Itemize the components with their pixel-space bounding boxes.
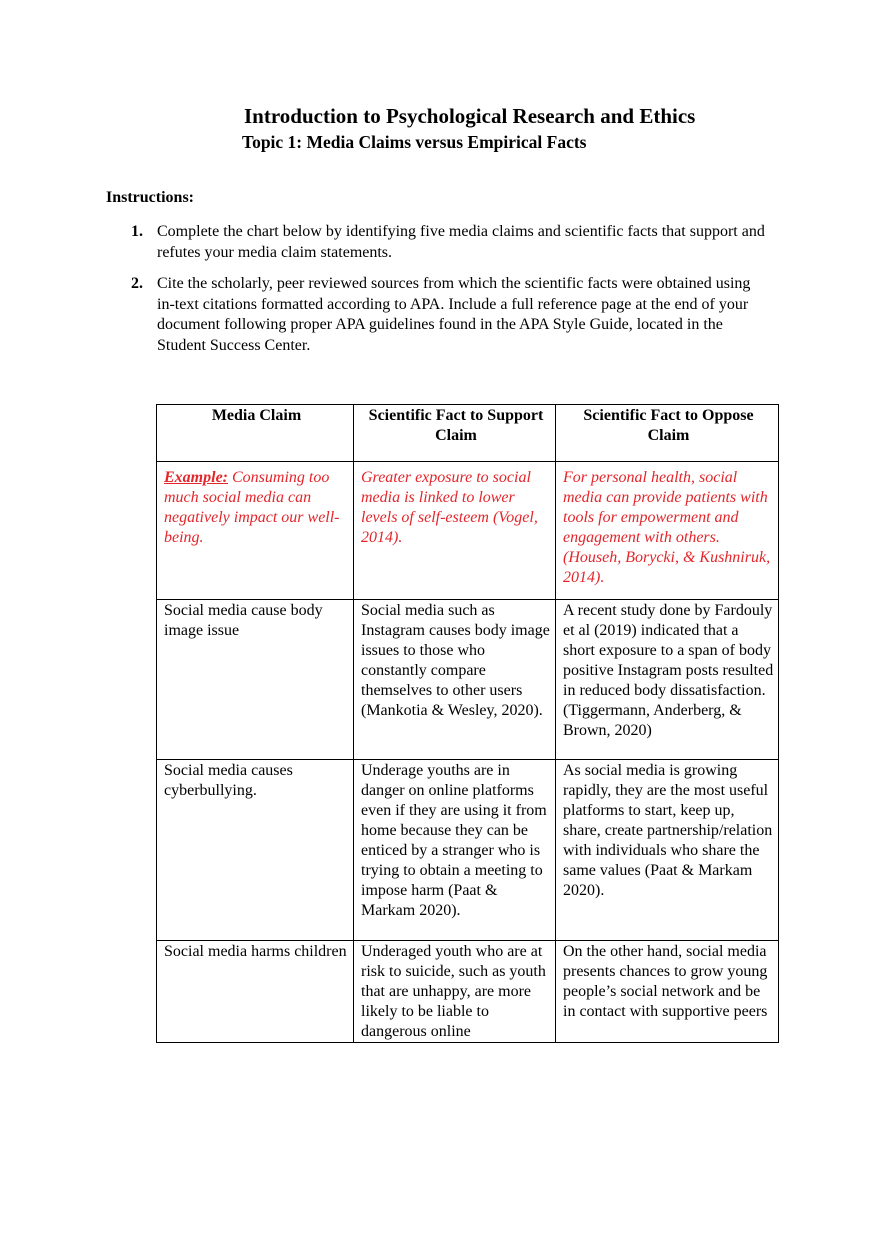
- oppose-cell: As social media is growing rapidly, they are the most useful platforms to start, keep up, share, create partnership/relation with individuals who share the same values (Paat & Markam 2020).: [556, 760, 779, 941]
- support-cell: Underage youths are in danger on online platforms even if they are using it from home because they can be enticed by a stranger who is trying to obtain a meeting to impose harm (Paat & Markam 2020).: [354, 760, 556, 941]
- example-row: [157, 462, 779, 600]
- header-support-claim: Scientific Fact to Support Claim: [354, 405, 556, 462]
- table-row: [157, 600, 779, 760]
- instruction-text: Cite the scholarly, peer reviewed sources from which the scientific facts were obtained using in-text citations formatted according to APA. Include a full reference page at the end of your document following proper APA guidelines found in the APA Style Guide, located in the Student Success Center.: [157, 275, 751, 354]
- example-oppose-cell: For personal health, social media can provide patients with tools for empowerment and engagement with others. (Househ, Borycki, & Kushniruk, 2014).: [556, 462, 779, 600]
- oppose-cell: A recent study done by Fardouly et al (2019) indicated that a short exposure to a span of body positive Instagram posts resulted in reduced body dissatisfaction. (Tiggermann, Anderberg, & Brown, 2020): [556, 600, 779, 760]
- instruction-text: Complete the chart below by identifying five media claims and scientific facts that support and refutes your media claim statements.: [157, 223, 765, 261]
- media-claims-table: [156, 404, 779, 1043]
- example-claim-cell: [157, 462, 354, 600]
- support-cell: Underaged youth who are at risk to suicide, such as youth that are unhappy, are more likely to be liable to dangerous online: [354, 941, 556, 1043]
- instructions-list: [106, 222, 766, 367]
- instruction-item: [106, 222, 766, 263]
- header-media-claim: Media Claim: [157, 405, 354, 462]
- table-row: [157, 760, 779, 941]
- example-claim-text: Consuming too much social media can negatively impact our well-being.: [164, 469, 340, 546]
- table-row: [157, 941, 779, 1043]
- table-header-row: [157, 405, 779, 462]
- example-support-cell: Greater exposure to social media is linked to lower levels of self-esteem (Vogel, 2014).: [354, 462, 556, 600]
- claim-cell: Social media causes cyberbullying.: [157, 760, 354, 941]
- oppose-cell: On the other hand, social media presents chances to grow young people’s social network and be in contact with supportive peers: [556, 941, 779, 1043]
- claim-cell: Social media harms children: [157, 941, 354, 1043]
- instruction-number: 2.: [131, 275, 143, 292]
- header-oppose-claim: Scientific Fact to Oppose Claim: [556, 405, 779, 462]
- example-label: Example:: [164, 469, 228, 486]
- document-subtitle: Topic 1: Media Claims versus Empirical Facts: [242, 132, 587, 152]
- document-title: Introduction to Psychological Research and Ethics: [244, 104, 696, 128]
- claim-cell: Social media cause body image issue: [157, 600, 354, 760]
- instructions-heading: Instructions:: [106, 189, 195, 206]
- instruction-item: [106, 274, 766, 356]
- support-cell: Social media such as Instagram causes body image issues to those who constantly compare themselves to other users (Mankotia & Wesley, 2020).: [354, 600, 556, 760]
- instruction-number: 1.: [131, 223, 143, 240]
